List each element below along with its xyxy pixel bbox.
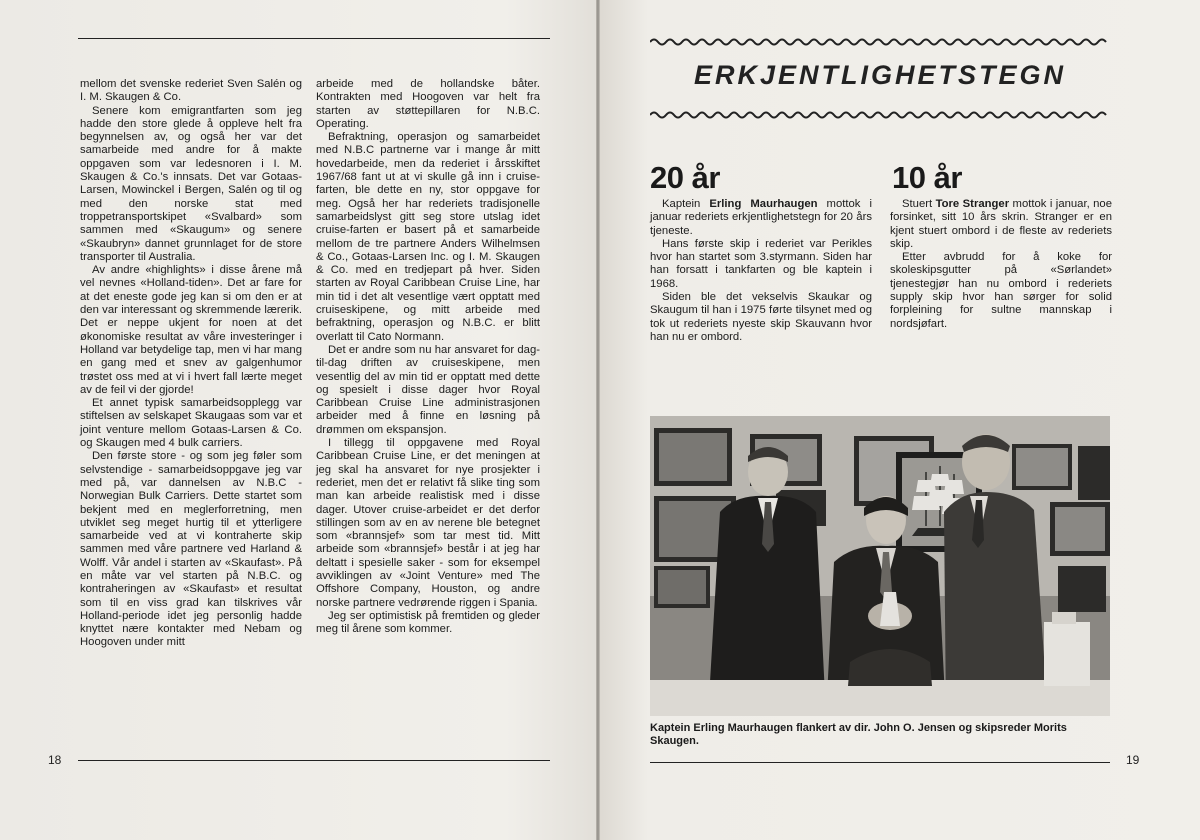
photo-caption: Kaptein Erling Maurhaugen flankert av dir. John O. Jensen og skipsreder Morits Skaugen.	[650, 722, 1067, 747]
bottom-rule	[78, 760, 550, 761]
paragraph: mellom det svenske rederiet Sven Salén og I. M. Skaugen & Co.	[80, 78, 302, 104]
paragraph: Etter avbrudd for å koke for skoleskipsgutter på «Sørlandet» tjenestegjør han nu ombord i rederiets supply skip hvor han sørger for solid forpleining for sultne mannskap i nordsjøfart.	[890, 251, 1112, 330]
top-rule	[78, 38, 550, 39]
left-column-1	[80, 78, 302, 650]
decorative-wave-bottom	[650, 111, 1110, 119]
paragraph: arbeide med de hollandske båter. Kontrakten med Hoogoven var helt fra starten av støttepillaren for N.B.C. Operating.	[316, 78, 540, 130]
paragraph: Senere kom emigrantfarten som jeg hadde den store glede å oppleve helt fra begynnelsen av, og også her var det samarbeide med andre for å makte oppgaven som var ledesnoren i I. M. Skaugen & Co.'s innsats. Det var Gotaas-Larsen, Mowinckel i Bergen, Salén og til og med den norske stat med troppetransportskipet «Svalbard» som sammen med «Skaugum» og senere «Skaubryn» dannet grunnlaget for de store transporter til Australia.	[80, 104, 302, 263]
photo-illustration	[650, 416, 1110, 716]
section-heading-10-years: 10 år	[892, 160, 962, 195]
paragraph: Et annet typisk samarbeidsopplegg var stiftelsen av selskapet Skaugaas som var et joint venture mellom Gotaas-Larsen & Co. og Skaugen med 4 bulk carriers.	[80, 397, 302, 450]
paragraph: Jeg ser optimistisk på fremtiden og gleder meg til årene som kommer.	[316, 609, 540, 636]
award-ceremony-photo	[650, 416, 1110, 716]
section-20-years-text	[650, 198, 872, 344]
paragraph: I tillegg til oppgavene med Royal Caribbean Cruise Line, er det meningen at jeg skal ha ansvaret for nye prosjekter i rederiet, men det er relativt få slike ting som man kan arbeide realistisk med i disse dager. Utover cruise-arbeidet er det derfor stillingen som av en av nerene ble betegnet som «brannsjef» som tar mest tid. Mitt arbeide som «brannsjef» består i at jeg har deltatt i spesielle saker - som for eksempel avviklingen av «Joint Venture» med The Offshore Company, Houston, og andre norske partnere vedrørende riggen i Spania.	[316, 437, 540, 609]
section-heading-20-years: 20 år	[650, 160, 720, 195]
paragraph: Hans første skip i rederiet var Perikles hvor han startet som 3.styrmann. Siden har han forsatt i tankfarten og ble kaptein i 1968.	[650, 237, 872, 290]
left-page	[0, 0, 596, 840]
page-number-left: 18	[48, 753, 62, 767]
paragraph: Befraktning, operasjon og samarbeidet med N.B.C partnerne var i mange år mitt hovedarbeide, men da rederiet i årsskiftet 1967/68 fant ut at vi skulle gå inn i cruise-farten, ble dette en ny, stor oppgave for meg. Også her har rederiets tradisjonelle samarbeidslyst gitt seg store utslag idet cruise-farten er basert på et samarbeide mellom de tre partnere Anders Wilhelmsen & Co., Gotaas-Larsen Inc. og I. M. Skaugen & Co. med en tredjepart på hver. Siden starten av Royal Caribbean Cruise Line, har min tid i det alt vesentlige vært opptatt med cruiseskipene, og mitt arbeide med befraktning, operasjon og N.B.C. er blitt overlatt til Cato Normann.	[316, 131, 540, 343]
paragraph: Det er andre som nu har ansvaret for dag-til-dag driften av cruiseskipene, men vesentlig del av min tid er opptatt med dette og spesielt i disse dager hvor Royal Caribbean Cruise Line administrasjonen arbeider med å finne en løsning på drømmen om ekspansjon.	[316, 343, 540, 436]
decorative-wave-top	[650, 38, 1110, 46]
paragraph: Kaptein Erling Maurhaugen mottok i januar rederiets erkjentlighetstegn for 20 års tjeneste.	[650, 198, 872, 237]
paragraph: Den første store - og som jeg føler som selvstendige - samarbeidsoppgave jeg var med på, var dannelsen av N.B.C - Norwegian Bulk Carriers. Dette startet som bekjent med en meglerforretning, men utviklet seg meget hurtig til et ytterligere samarbeide ved at vi kontraherte skip sammen med våre partnere ved Harland & Wolff. Vår andel i starten av «Skaufast». På en måte var vel starten på N.B.C. og kontraheringen av «Skaufast» et resultat som til en viss grad kan tilskrives vår Holland-periode idet jeg personlig hadde knyttet nære kontakter med Nebam og Hoogoven under mitt	[80, 450, 302, 649]
honoree-name: Erling Maurhaugen	[709, 198, 818, 210]
left-column-2	[316, 78, 540, 636]
paragraph: Av andre «highlights» i disse årene må vel nevnes «Holland-tiden». Det ar fare for at det eneste gode jeg kan si om den er at den var interessant og skremmende lærerik. Det er neppe ukjent for noen at det økonomiske resultat av våre investeringer i Holland var betydelige tap, men vi har mang en gang med et snev av galgenhumor trøstet oss med at vi i hvert fall lærte meget av de feil vi der gjorde!	[80, 264, 302, 396]
paragraph: Siden ble det vekselvis Skaukar og Skaugum til han i 1975 førte tilsynet med og tok ut rederiets nyeste skip Skauvann hvor han nu er ombord.	[650, 291, 872, 343]
paragraph: Stuert Tore Stranger mottok i januar, noe forsinket, sitt 10 års skrin. Stranger er en kjent stuert ombord i de fleste av rederiets skip.	[890, 198, 1112, 250]
honoree-name: Tore Stranger	[935, 198, 1010, 210]
section-10-years-text	[890, 198, 1112, 331]
bottom-rule	[650, 762, 1110, 763]
page-number-right: 19	[1126, 753, 1140, 767]
page-title: ERKJENTLIGHETSTEGN	[693, 60, 1067, 90]
